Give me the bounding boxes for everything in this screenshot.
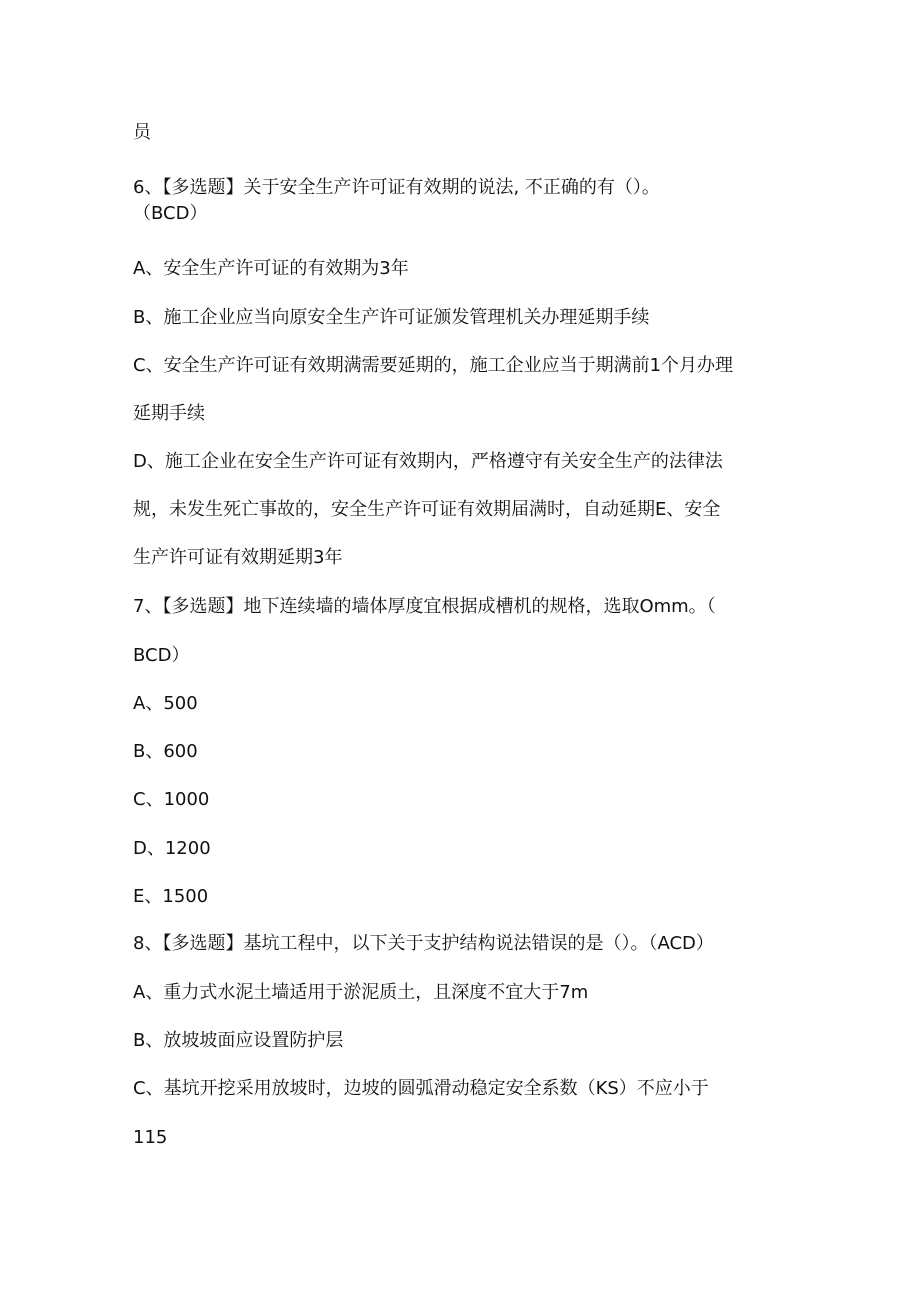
question-6-answer: （BCD）: [133, 203, 208, 224]
question-7-option-e: E、1500: [133, 886, 209, 907]
question-8-option-a: A、重力式水泥土墙适用于淤泥质土，且深度不宜大于7m: [133, 982, 589, 1003]
question-7-option-b: B、600: [133, 741, 198, 762]
question-6-option-c-cont: 延期手续: [133, 403, 205, 424]
question-7-stem: 7、【多选题】地下连续墙的墙体厚度宜根据成槽机的规格，选取Omm。（: [133, 596, 716, 617]
question-7-option-a: A、500: [133, 693, 198, 714]
question-8-option-c-cont: 115: [133, 1127, 168, 1148]
question-6-option-e-cont: 生产许可证有效期延期3年: [133, 547, 343, 568]
question-8-option-b: B、放坡坡面应设置防护层: [133, 1030, 344, 1051]
question-6-option-a: A、安全生产许可证的有效期为3年: [133, 258, 409, 279]
text-line-continuation: 员: [133, 122, 151, 143]
question-8-option-c: C、基坑开挖采用放坡时，边坡的圆弧滑动稳定安全系数（KS）不应小于: [133, 1078, 709, 1099]
question-6-option-c: C、安全生产许可证有效期满需要延期的，施工企业应当于期满前1个月办理: [133, 355, 734, 376]
question-6-option-d-cont: 规，未发生死亡事故的，安全生产许可证有效期届满时，自动延期E、安全: [133, 499, 721, 520]
question-7-option-c: C、1000: [133, 789, 210, 810]
question-8-stem: 8、【多选题】基坑工程中，以下关于支护结构说法错误的是（）。（ACD）: [133, 933, 714, 954]
question-6-option-b: B、施工企业应当向原安全生产许可证颁发管理机关办理延期手续: [133, 307, 650, 328]
question-7-answer: BCD）: [133, 645, 190, 666]
question-6-option-d: D、施工企业在安全生产许可证有效期内，严格遵守有关安全生产的法律法: [133, 451, 723, 472]
question-6-stem: 6、【多选题】关于安全生产许可证有效期的说法, 不正确的有（）。: [133, 177, 660, 198]
question-7-option-d: D、1200: [133, 838, 211, 859]
